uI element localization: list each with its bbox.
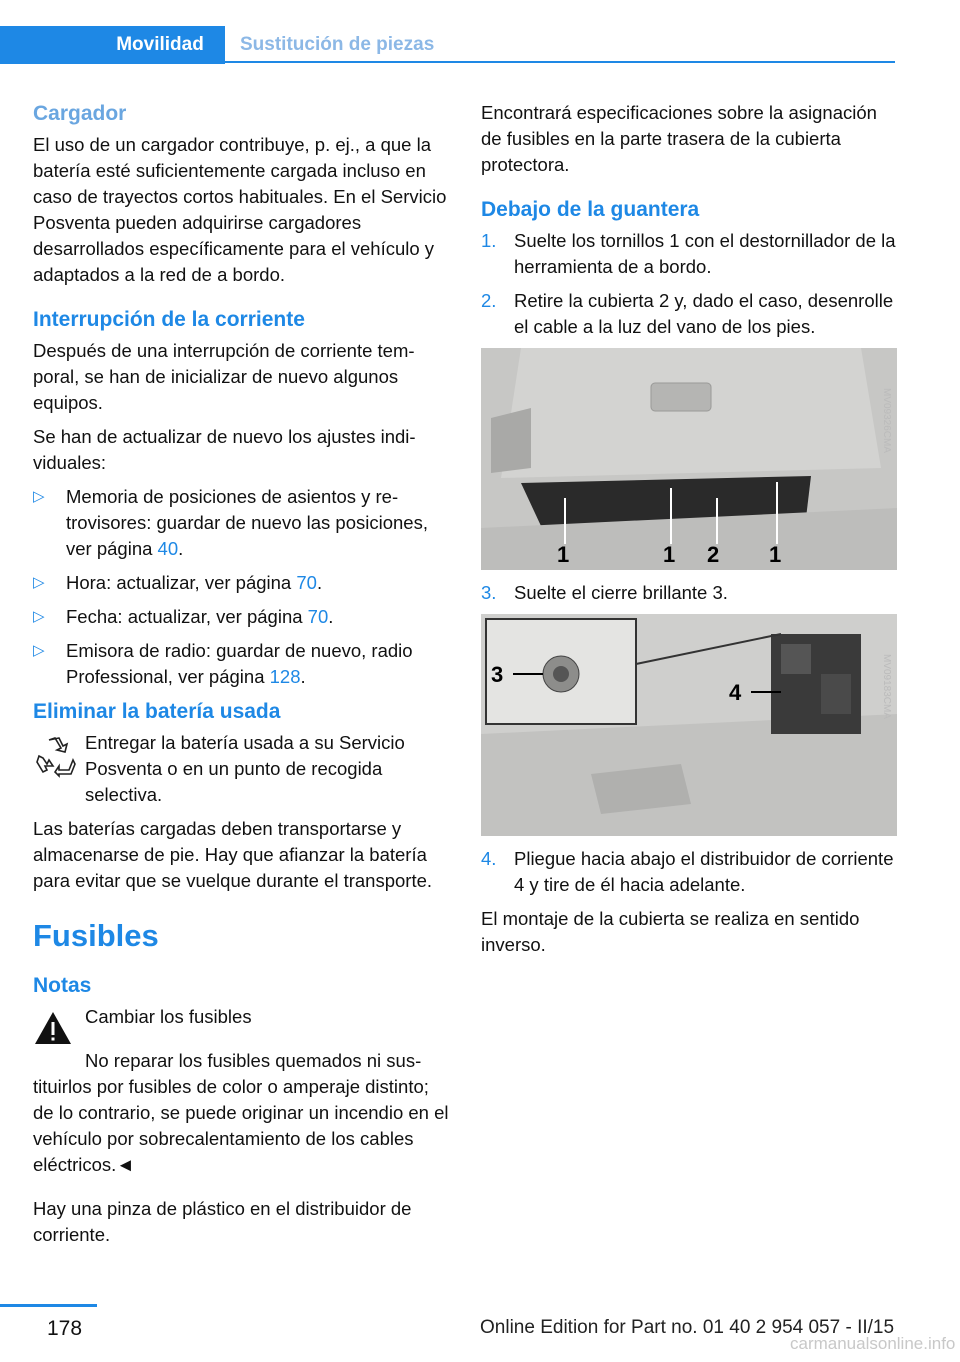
- list-item: 2. Retire la cubierta 2 y, dado el caso, desenrolle el cable a la luz del vano de los pies.: [481, 290, 894, 337]
- warning-title: Cambiar los fusibles: [85, 1006, 252, 1027]
- warning-text: No reparar los fusibles quemados ni sustituirlos por fusibles de color o amperaje distinto; de lo contrario, se puede originar un incendio en el vehículo por sobrecalentamiento de los cables eléctricos.◄: [33, 1050, 449, 1175]
- recycle-note: [33, 730, 453, 808]
- warning-note: [33, 1004, 453, 1044]
- image-code: MV09326CMA: [881, 388, 892, 454]
- heading-fusibles: Fusibles: [33, 918, 159, 953]
- heading-interrupcion: Interrupción de la corriente: [33, 308, 305, 331]
- interrupcion-text: Después de una interrupción de corriente temporal, se han de inicializar de nuevo algunos equipos.: [33, 340, 415, 413]
- triangle-bullet-icon: ▷: [33, 642, 45, 659]
- footer-rule: [0, 1304, 97, 1307]
- header-accent-bar: [0, 26, 95, 64]
- page-link[interactable]: 40: [157, 538, 179, 559]
- intro-text: Encontrará especificaciones sobre la asignación de fusibles en la parte trasera de la cubierta protectora.: [481, 102, 877, 175]
- photo-label: 3: [491, 662, 504, 687]
- left-column: [33, 100, 453, 1256]
- page-link[interactable]: 70: [307, 606, 329, 627]
- list-item: 4. Pliegue hacia abajo el distribuidor de corriente 4 y tire de él hacia adelante.: [481, 848, 894, 895]
- ajustes-list: [33, 484, 453, 690]
- list-item: 3. Suelte el cierre brillante 3.: [481, 582, 728, 603]
- list-item: ▷ Emisora de radio: guardar de nuevo, radio Professional, ver página 128.: [33, 640, 413, 687]
- steps-list-a: [481, 228, 897, 340]
- transporte-text: Las baterías cargadas deben transportarse y almacenarse de pie. Hay que afianzar la batería para evitar que se vuelque durante el transporte.: [33, 818, 433, 891]
- warning-icon: [33, 1010, 73, 1046]
- glovebox-photo: [481, 348, 897, 570]
- triangle-bullet-icon: ▷: [33, 608, 45, 625]
- steps-list-c: [481, 846, 897, 898]
- heading-cargador: Cargador: [33, 102, 127, 125]
- right-column: [481, 100, 897, 966]
- tab-sustitucion-de-piezas[interactable]: Sustitución de piezas: [240, 34, 435, 55]
- page-link[interactable]: 70: [296, 572, 317, 593]
- glovebox-illustration: [481, 348, 897, 570]
- triangle-bullet-icon: ▷: [33, 574, 45, 591]
- edition-text: Online Edition for Part no. 01 40 2 954 057 - II/15: [480, 1317, 895, 1338]
- triangle-bullet-icon: ▷: [33, 488, 45, 505]
- tab-movilidad[interactable]: Movilidad: [95, 26, 225, 64]
- list-item: ▷ Hora: actualizar, ver página 70.: [33, 570, 453, 596]
- recycle-icon: [33, 734, 77, 778]
- cargador-text: El uso de un cargador contribuye, p. ej., a que la batería esté suficientemente cargada incluso en caso de trayectos cortos habituales. En el Servicio Posventa pueden adquirirse cargadores desarrollados específicamente para el vehículo y adaptados a la red de a bordo.: [33, 134, 447, 285]
- page-link[interactable]: 128: [269, 666, 301, 687]
- list-item: 1. Suelte los tornillos 1 con el destornillador de la herramienta de a bordo.: [481, 230, 896, 277]
- eliminar-text: Entregar la batería usada a su Servicio Posventa o en un punto de recogida selectiva.: [85, 732, 405, 805]
- watermark: carmanualsonline.info: [790, 1334, 956, 1353]
- photo-label: 1: [557, 542, 570, 567]
- ajustes-text: Se han de actualizar de nuevo los ajustes individuales:: [33, 426, 416, 473]
- header-rule: [225, 61, 895, 63]
- photo-label: 4: [729, 680, 742, 705]
- photo-label: 1: [769, 542, 782, 567]
- steps-list-b: [481, 580, 897, 606]
- list-item: ▷ Fecha: actualizar, ver página 70.: [33, 604, 453, 630]
- list-item: ▷ Memoria de posiciones de asientos y retrovisores: guardar de nuevo las posiciones, ver página 40.: [33, 486, 428, 559]
- pinza-text: Hay una pinza de plástico en el distribuidor de corriente.: [33, 1198, 412, 1245]
- heading-guantera: Debajo de la guantera: [481, 198, 700, 221]
- montaje-text: El montaje de la cubierta se realiza en sentido inverso.: [481, 908, 860, 955]
- photo-label: 1: [663, 542, 676, 567]
- page-number: 178: [47, 1317, 83, 1340]
- heading-notas: Notas: [33, 974, 92, 997]
- page-header: [0, 0, 960, 64]
- fuse-box-illustration: [481, 614, 897, 836]
- photo-label: 2: [707, 542, 720, 567]
- fuse-box-photo: [481, 614, 897, 836]
- heading-eliminar: Eliminar la batería usada: [33, 700, 281, 723]
- image-code: MV09183CMA: [881, 654, 892, 720]
